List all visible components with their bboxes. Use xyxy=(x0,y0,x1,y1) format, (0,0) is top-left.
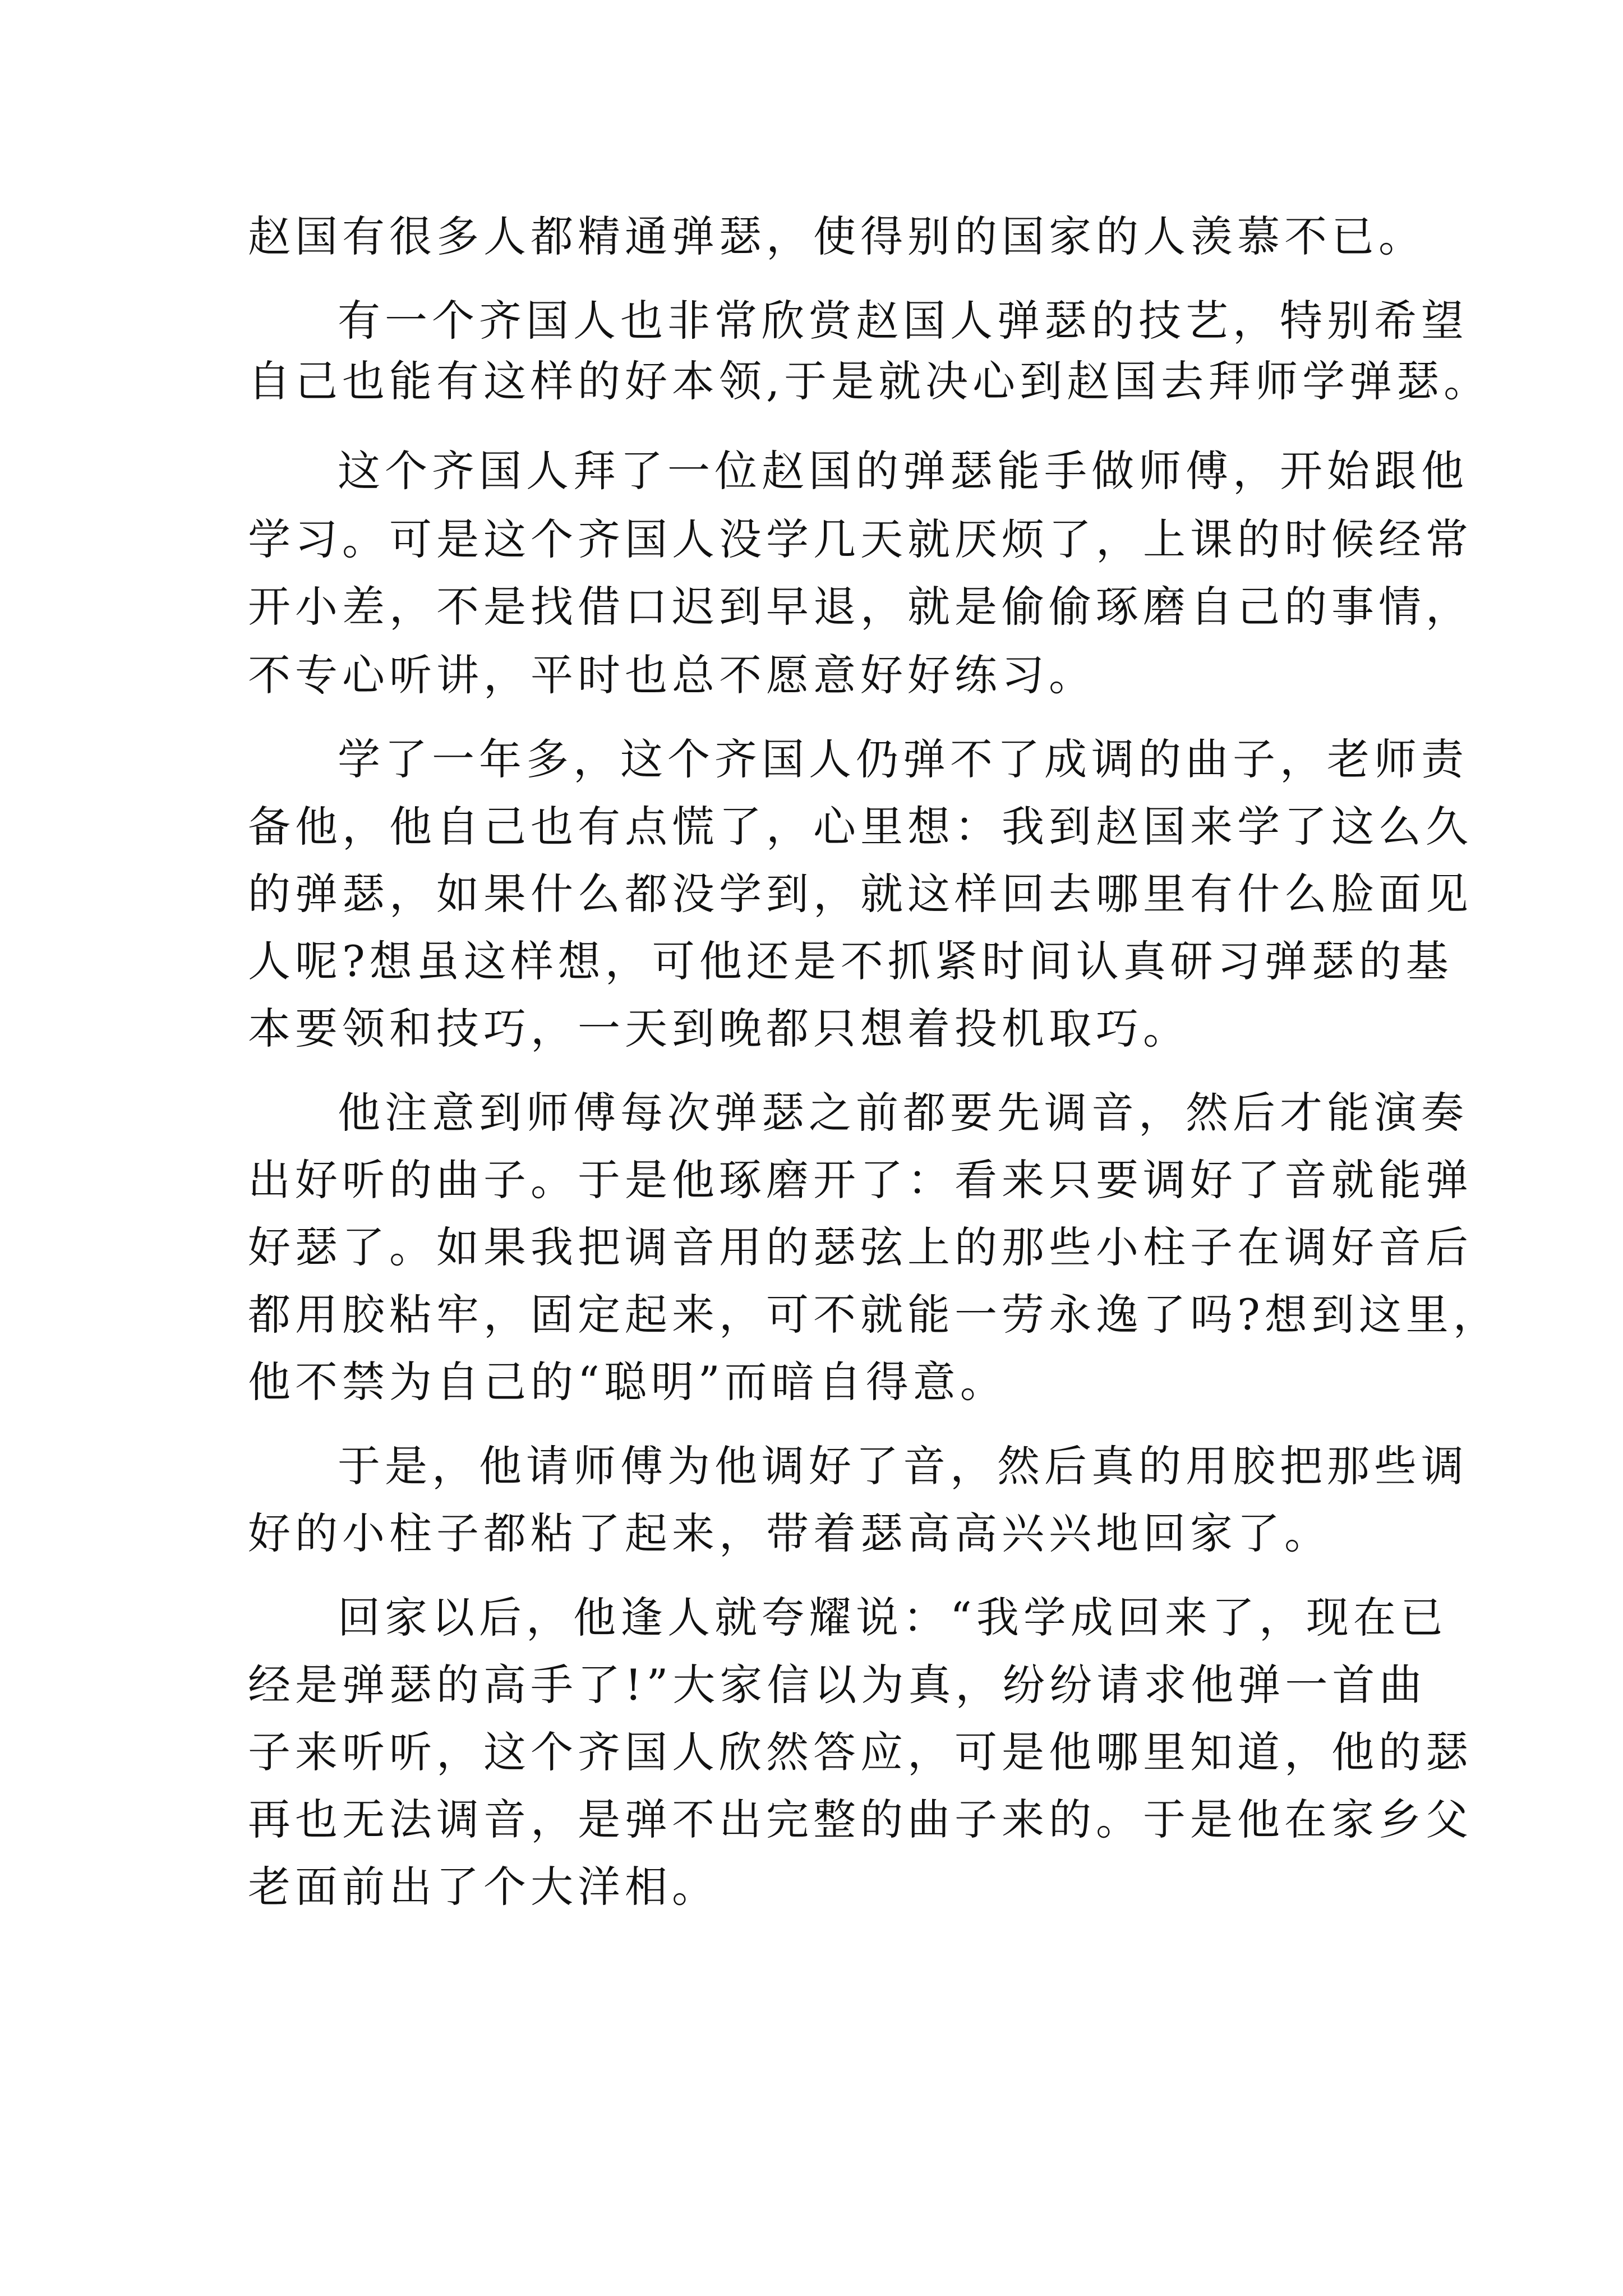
text-line: 经是弹瑟的高手了!”大家信以为真，纷纷请求他弹一首曲 xyxy=(248,1660,1427,1710)
text-line: 老面前出了个大洋相。 xyxy=(248,1862,719,1912)
text-line: 自己也能有这样的好本领,于是就决心到赵国去拜师学弹瑟。 xyxy=(248,356,1491,406)
text-line: 赵国有很多人都精通弹瑟，使得别的国家的人羡慕不已。 xyxy=(248,211,1426,261)
text-line: 备他，他自己也有点慌了，心里想：我到赵国来学了这么久 xyxy=(248,802,1473,852)
paragraph-start-line: 这个齐国人拜了一位赵国的弹瑟能手做师傅，开始跟他 xyxy=(338,446,1468,496)
text-line: 开小差，不是找借口迟到早退，就是偷偷琢磨自己的事情， xyxy=(248,582,1473,632)
text-line: 本要领和技巧，一天到晚都只想着投机取巧。 xyxy=(248,1004,1190,1053)
text-line: 好瑟了。如果我把调音用的瑟弦上的那些小柱子在调好音后 xyxy=(248,1222,1473,1272)
text-line: 好的小柱子都粘了起来，带着瑟高高兴兴地回家了。 xyxy=(248,1508,1331,1558)
paragraph-start-line: 学了一年多，这个齐国人仍弹不了成调的曲子，老师责 xyxy=(338,734,1468,784)
text-line: 再也无法调音，是弹不出完整的曲子来的。于是他在家乡父 xyxy=(248,1795,1473,1844)
text-line: 不专心听讲，平时也总不愿意好好练习。 xyxy=(248,650,1096,700)
text-line: 学习。可是这个齐国人没学几天就厌烦了，上课的时候经常 xyxy=(248,514,1473,564)
text-line: 人呢?想虽这样想，可他还是不抓紧时间认真研习弹瑟的基 xyxy=(248,936,1453,986)
text-line: 子来听听，这个齐国人欣然答应，可是他哪里知道，他的瑟 xyxy=(248,1727,1473,1777)
paragraph-start-line: 他注意到师傅每次弹瑟之前都要先调音，然后才能演奏 xyxy=(338,1088,1468,1138)
paragraph-start-line: 于是，他请师傅为他调好了音，然后真的用胶把那些调 xyxy=(338,1441,1468,1491)
text-line: 都用胶粘牢，固定起来，可不就能一劳永逸了吗?想到这里， xyxy=(248,1290,1500,1340)
paragraph-start-line: 回家以后，他逢人就夸耀说：“我学成回来了，现在已 xyxy=(338,1593,1447,1642)
paragraph-start-line: 有一个齐国人也非常欣赏赵国人弹瑟的技艺，特别希望 xyxy=(338,296,1468,346)
text-line: 出好听的曲子。于是他琢磨开了：看来只要调好了音就能弹 xyxy=(248,1155,1473,1205)
text-line: 他不禁为自己的“聪明”而暗自得意。 xyxy=(248,1357,1007,1407)
text-line: 的弹瑟，如果什么都没学到，就这样回去哪里有什么脸面见 xyxy=(248,869,1473,919)
